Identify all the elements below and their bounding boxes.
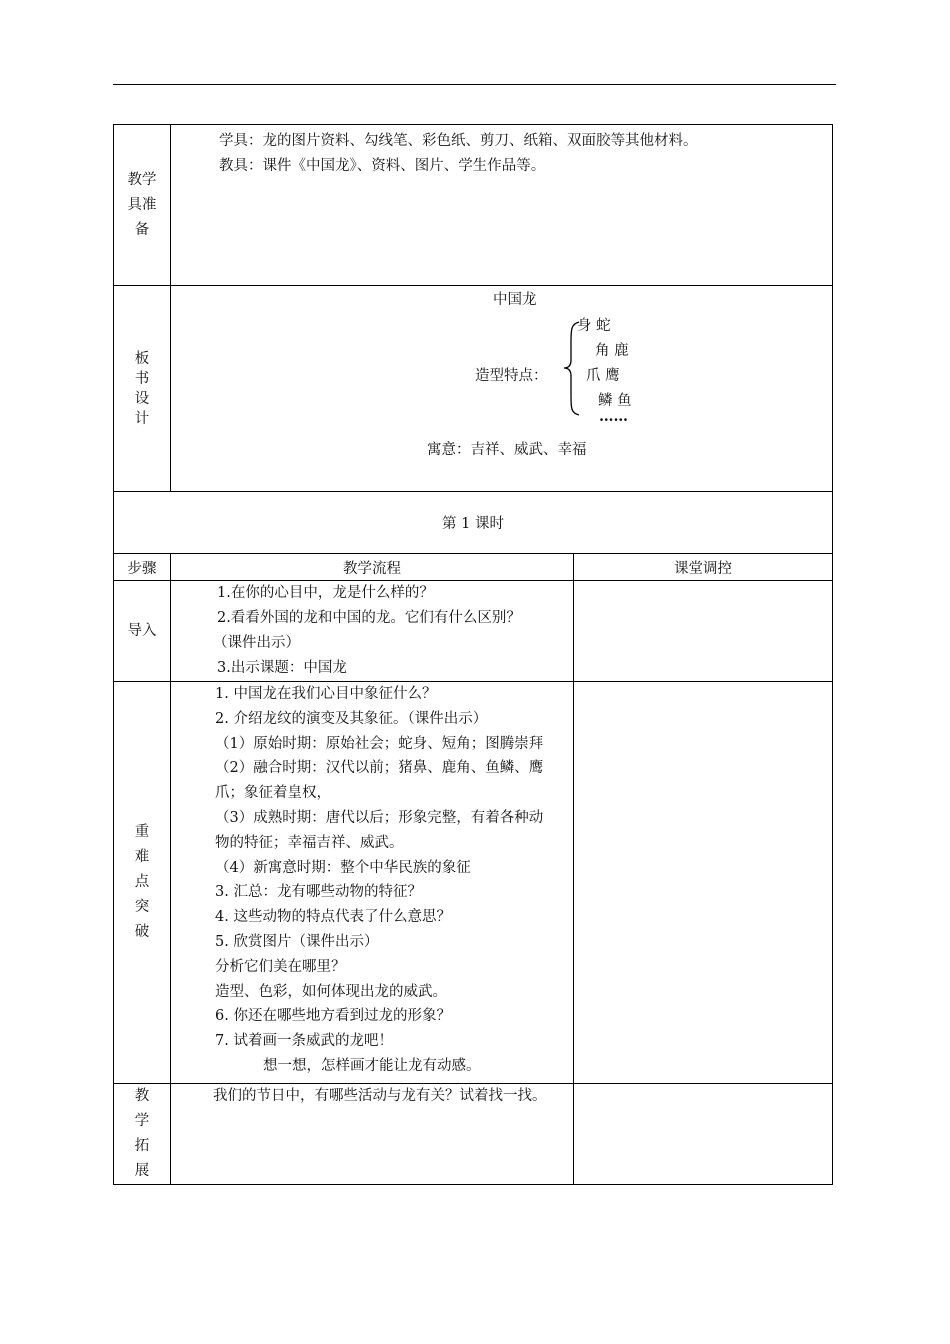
key-control [574, 682, 833, 1084]
ext-label: 教 学 拓 展 [114, 1083, 171, 1184]
key-line: （3）成熟时期：唐代以后；形象完整，有着各种动 [215, 809, 544, 826]
intro-line: 2.看看外国的龙和中国的龙。它们有什么区别？ [217, 610, 521, 626]
intro-label: 导入 [114, 581, 171, 682]
key-line: 爪；象征着皇权， [215, 785, 331, 802]
feature-scale: 鳞 鱼 [598, 393, 632, 409]
intro-control [574, 581, 833, 682]
feature-horn: 角 鹿 [595, 343, 629, 359]
ext-text: 我们的节日中，有哪些活动与龙有关？试着找一找。 [213, 1087, 547, 1104]
ext-control [574, 1083, 833, 1184]
feature-claw: 爪 鹰 [586, 368, 620, 384]
key-line: 5. 欣赏图片（课件出示） [215, 933, 379, 950]
board-meaning: 寓意：吉祥、威武、幸福 [427, 442, 587, 458]
key-line: （1）原始时期：原始社会；蛇身、短角；图腾崇拜 [215, 735, 544, 752]
intro-content [171, 581, 574, 682]
intro-row [114, 581, 833, 682]
ext-row [114, 1083, 833, 1184]
key-line: 造型、色彩，如何体现出龙的威武。 [215, 983, 447, 1000]
key-row [114, 682, 833, 1084]
prep-line-student: 学具：龙的图片资料、勾线笔、彩色纸、剪刀、纸箱、双面胶等其他材料。 [219, 133, 698, 149]
board-title: 中国龙 [493, 292, 537, 308]
header-flow: 教学流程 [171, 554, 574, 581]
key-line: 想一想，怎样画才能让龙有动感。 [263, 1057, 481, 1074]
key-line: 7. 试着画一条威武的龙吧！ [215, 1033, 393, 1050]
key-line: 物的特征；幸福吉祥、威武。 [215, 834, 404, 851]
header-control: 课堂调控 [574, 554, 833, 581]
prep-line-teacher: 教具：课件《中国龙》、资料、图片、学生作品等。 [219, 158, 546, 174]
prep-label: 教学 具准 备 [114, 125, 171, 286]
board-content [171, 286, 833, 492]
board-label: 板 书 设 计 [114, 286, 171, 492]
prep-content [171, 125, 833, 286]
key-content [171, 682, 574, 1084]
key-line: 2. 介绍龙纹的演变及其象征。（课件出示） [215, 710, 488, 727]
intro-line: 1.在你的心目中，龙是什么样的？ [217, 585, 434, 601]
feature-more: …… [599, 408, 628, 425]
lesson-plan-table [113, 124, 833, 1185]
prep-row [114, 125, 833, 286]
intro-line: （课件出示） [213, 635, 300, 651]
key-line: （2）融合时期：汉代以前；猪鼻、鹿角、鱼鳞、鹰 [215, 760, 544, 777]
key-line: 分析它们美在哪里？ [215, 958, 346, 975]
feature-body: 身 蛇 [577, 318, 611, 334]
ext-content [171, 1083, 574, 1184]
key-line: 1. 中国龙在我们心目中象征什么？ [215, 686, 437, 702]
header-step: 步骤 [114, 554, 171, 581]
key-label: 重 难 点 突 破 [114, 682, 171, 1084]
lesson-title: 第 1 课时 [114, 492, 833, 554]
intro-line: 3.出示课题：中国龙 [217, 660, 347, 676]
lesson-title-row [114, 492, 833, 554]
key-line: 6. 你还在哪些地方看到过龙的形象？ [215, 1008, 451, 1025]
key-line: 3. 汇总：龙有哪些动物的特征？ [215, 884, 422, 901]
key-line: 4. 这些动物的特点代表了什么意思？ [215, 909, 451, 926]
key-line: （4）新寓意时期：整个中华民族的象征 [215, 859, 471, 876]
header-rule [113, 84, 836, 85]
board-row [114, 286, 833, 492]
board-feature-label: 造型特点： [475, 368, 548, 384]
header-row [114, 554, 833, 581]
